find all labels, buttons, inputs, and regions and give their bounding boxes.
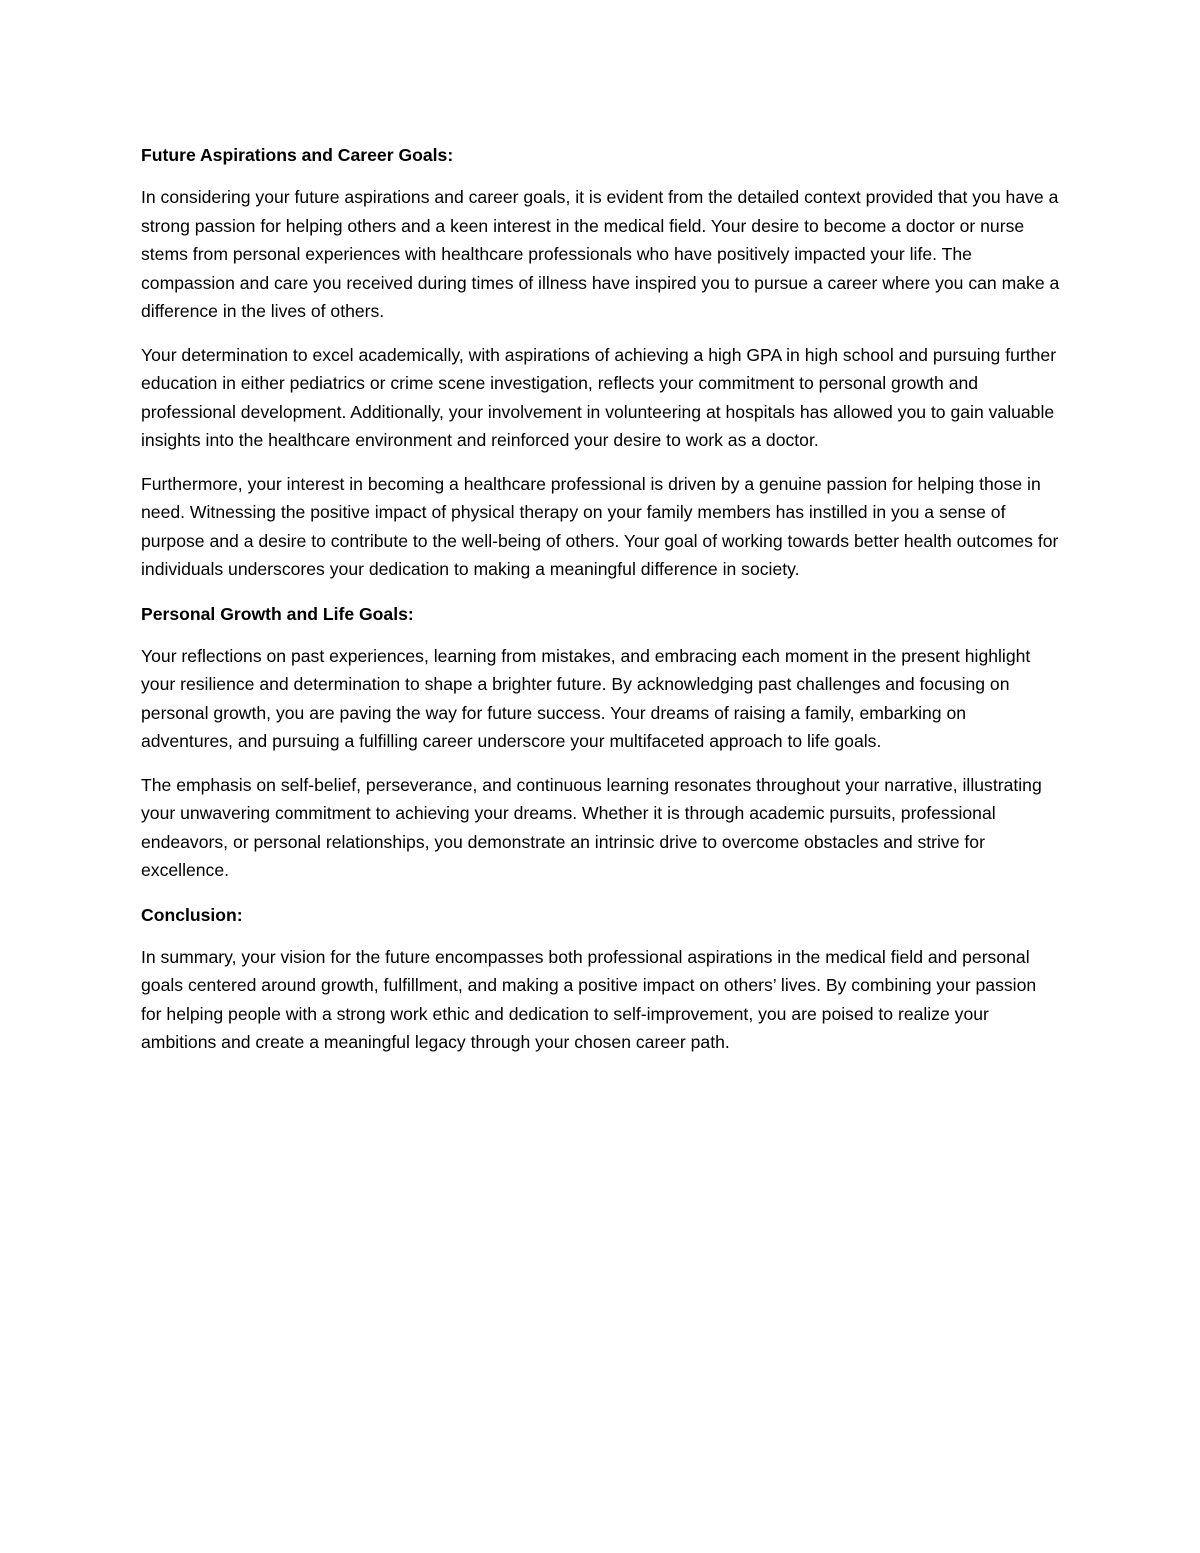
section-heading-personal-growth: Personal Growth and Life Goals:	[141, 603, 414, 624]
paragraph: In summary, your vision for the future encompasses both professional aspirations in the medical field and personal goals centered around growth, fulfillment, and making a positive impact on others’ lives. By combining your passion for helping people with a strong work ethic and dedication to self-improvement, you are poised to realize your ambitions and create a meaningful legacy through your chosen career path.	[141, 946, 1037, 1052]
paragraph: The emphasis on self-belief, perseverance, and continuous learning resonates throughout your narrative, illustrating your unwavering commitment to achieving your dreams. Whether it is through academic pursuits, professional endeavors, or personal relationships, you demonstrate an intrinsic drive to overcome obstacles and strive for excellence.	[141, 774, 1042, 880]
section-heading-conclusion: Conclusion:	[141, 904, 243, 925]
document-body	[141, 140, 1061, 1072]
paragraph: Your reflections on past experiences, learning from mistakes, and embracing each moment in the present highlight your resilience and determination to shape a brighter future. By acknowledging past challenges and focusing on personal growth, you are paving the way for future success. Your dreams of raising a family, embarking on adventures, and pursuing a fulfilling career underscore your multifaceted approach to life goals.	[141, 645, 1031, 751]
paragraph: Furthermore, your interest in becoming a healthcare professional is driven by a genuine passion for helping those in need. Witnessing the positive impact of physical therapy on your family members has instilled in you a sense of purpose and a desire to contribute to the well-being of others. Your goal of working towards better health outcomes for individuals underscores your dedication to making a meaningful difference in society.	[141, 473, 1059, 579]
section-heading-career-goals: Future Aspirations and Career Goals:	[141, 145, 454, 165]
paragraph: Your determination to excel academically, with aspirations of achieving a high GPA in high school and pursuing further education in either pediatrics or crime scene investigation, reflects your commitment to personal growth and professional development. Additionally, your involvement in volunteering at hospitals has allowed you to gain valuable insights into the healthcare environment and reinforced your desire to work as a doctor.	[141, 344, 1057, 450]
paragraph: In considering your future aspirations and career goals, it is evident from the detailed context provided that you have a strong passion for helping others and a keen interest in the medical field. Your desire to become a doctor or nurse stems from personal experiences with healthcare professionals who have positively impacted your life. The compassion and care you received during times of illness have inspired you to pursue a career where you can make a difference in the lives of others.	[141, 187, 1060, 321]
